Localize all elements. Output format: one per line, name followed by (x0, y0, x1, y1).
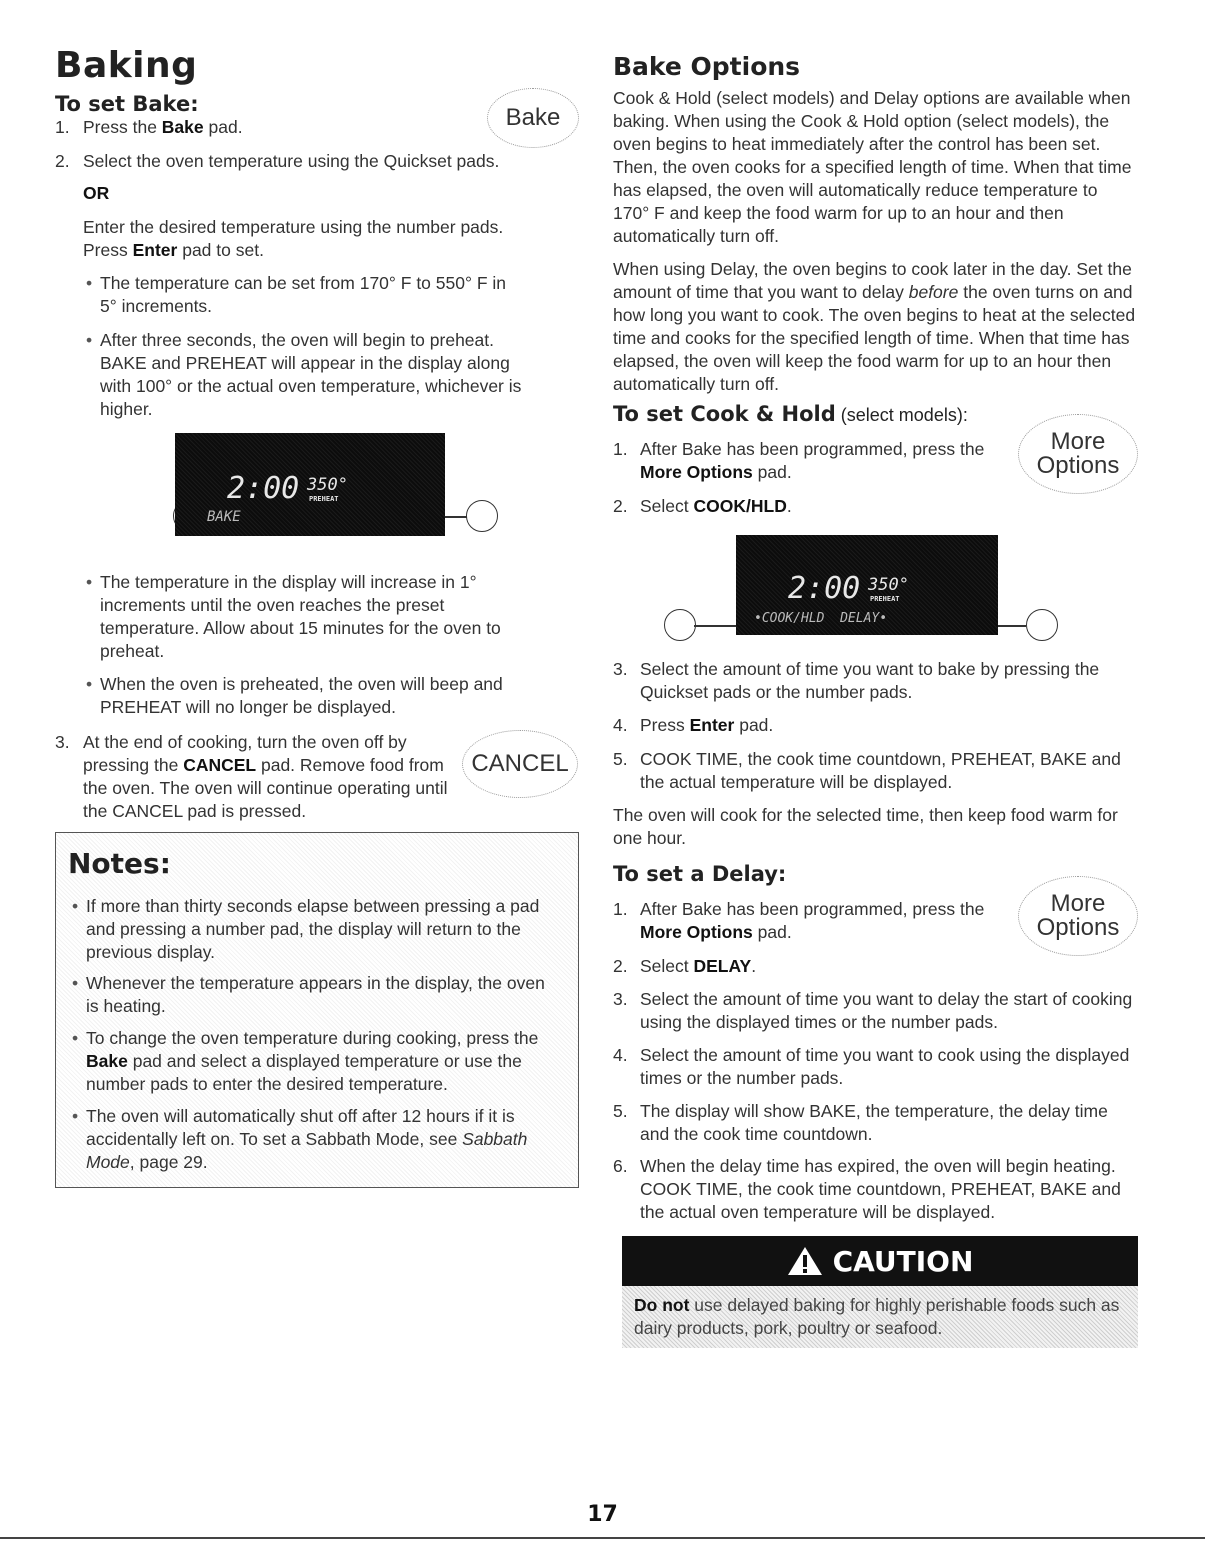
page-title: Baking (55, 45, 198, 86)
step-number: 5. (613, 1101, 628, 1121)
connector-line (998, 625, 1026, 627)
bullet-increase: • The temperature in the display will increase in 1° increments until the oven reaches the preset temperature. Allow about 15 minutes for the oven to preheat. (100, 571, 530, 663)
step-number: 3. (55, 732, 70, 752)
step-number: 3. (613, 989, 628, 1009)
bullet-preheat: • After three seconds, the oven will begin to preheat. BAKE and PREHEAT will appear in the display along with 100° or the actual oven temperature, whichever is higher. (100, 329, 540, 421)
d-step-1 (613, 898, 993, 944)
enter-pad-ref: Enter (689, 715, 735, 735)
display-temp: 350° (307, 475, 348, 495)
caution-message: use delayed baking for highly perishable foods such as dairy products, pork, poultry or seafood. (634, 1295, 1120, 1338)
delay-intro (613, 258, 1138, 396)
step-number: 1. (55, 117, 70, 137)
step-text-post: pad. (203, 117, 243, 137)
more-options-line-1: More (1050, 428, 1106, 455)
caution-header (622, 1236, 1138, 1286)
step-number: 5. (613, 749, 628, 769)
ch-step-2 (613, 495, 993, 518)
enter-post: pad to set. (177, 240, 264, 260)
step-text-pre: Press the (83, 117, 162, 137)
note-3-pre: To change the oven temperature during cooking, press the (86, 1028, 539, 1048)
d-step-5 (613, 1100, 1138, 1146)
note-3 (86, 1027, 561, 1096)
bake-options-intro: Cook & Hold (select models) and Delay options are available when baking. When using the Cook & Hold option (select models), the oven begins to heat immediately after the control has been set. Then, the oven cooks for a specified length of time. When that time has elapsed, the oven will automatically reduce temperature to 170° F and keep the food warm for up to an hour and then automatically turn off. (613, 88, 1132, 246)
step-text-post: pad. (752, 922, 792, 942)
display-preheat: PREHEAT (870, 595, 900, 603)
enter-line-1: Enter the desired temperature using the number pads. (83, 217, 504, 237)
step-text-post: pad. (734, 715, 774, 735)
note-3-bold: Bake (86, 1051, 128, 1071)
step-text-pre: At the end of cooking, turn the oven off by pressing the (83, 732, 407, 775)
more-options-ref: More Options (640, 922, 753, 942)
d-step-3 (613, 988, 1138, 1034)
ch-step-4 (613, 714, 1138, 737)
step-number: 2. (613, 496, 628, 516)
step-text-pre: Press (640, 715, 690, 735)
caution-text (634, 1294, 1124, 1340)
note-3-post: pad and select a displayed temperature or use the number pads to enter the desired temperature. (86, 1051, 522, 1094)
step-number: 6. (613, 1156, 628, 1176)
d-step-2 (613, 955, 993, 978)
delay-intro-post: the oven turns on and how long you want to cook. The oven begins to heat at the selected time and cooks for the specified length of time. When that time has elapsed, the oven will keep the food warm for up to an hour then automatically turn off. (613, 282, 1136, 394)
delay-intro-italic: before (908, 282, 959, 302)
knob-right (466, 500, 498, 532)
delay-intro-pre: When using Delay, the oven begins to cook later in the day. Set the amount of time that you want to delay (613, 259, 1132, 302)
knob-left (664, 609, 696, 641)
notes-box (55, 832, 579, 1188)
display-mode: BAKE (207, 509, 241, 525)
step-number: 1. (613, 899, 628, 919)
oven-display (175, 433, 445, 536)
display-temp: 350° (868, 575, 909, 595)
step-text-post: pad. Remove food from the oven. The oven will continue operating until the CANCEL pad is pressed. (83, 755, 448, 821)
cancel-pad-ref: CANCEL (183, 755, 257, 775)
note-2: • Whenever the temperature appears in the display, the oven is heating. (86, 972, 556, 1018)
note-4 (86, 1105, 566, 1174)
cook-hold-heading (613, 402, 968, 426)
step-number: 4. (613, 715, 628, 735)
step-text: Select the oven temperature using the Quickset pads. (83, 151, 500, 171)
note-1: • If more than thirty seconds elapse between pressing a pad and pressing a number pad, the display will return to the previous display. (86, 895, 556, 964)
step-text-pre: Select (640, 956, 694, 976)
step-text-post: . (751, 956, 757, 976)
display-mode: •COOK/HLD DELAY• (754, 611, 888, 626)
note-4-italic: Sabbath Mode (86, 1129, 528, 1172)
connector-line (445, 516, 467, 518)
step-text: Select the amount of time you want to delay the start of cooking using the displayed times or the number pads. (640, 989, 1133, 1032)
knob-right (1026, 609, 1058, 641)
enter-pre: Press (83, 240, 133, 260)
step-text-pre: After Bake has been programmed, press the (640, 439, 985, 459)
cook-hold-ref: COOK/HLD (693, 496, 787, 516)
more-options-line-1: More (1050, 890, 1106, 917)
warning-icon (787, 1246, 823, 1276)
more-options-ref: More Options (640, 462, 753, 482)
step-text: Select the amount of time you want to bake by pressing the Quickset pads or the number pads. (640, 659, 1100, 702)
oven-display (736, 535, 998, 635)
or-label: OR (83, 183, 110, 203)
ch-step-3 (613, 658, 1138, 704)
bottom-rule (0, 1537, 1205, 1539)
d-step-4 (613, 1044, 1138, 1090)
more-options-pad-illustration (1018, 414, 1138, 494)
step-number: 2. (613, 956, 628, 976)
caution-label: CAUTION (832, 1244, 974, 1278)
bullet-temperature-range: • The temperature can be set from 170° F to 550° F in 5° increments. (100, 272, 520, 318)
cancel-pad-illustration: CANCEL (462, 730, 578, 798)
step-text-pre: Select (640, 496, 694, 516)
step-text: When the delay time has expired, the oven will begin heating. COOK TIME, the cook time countdown, PREHEAT, BAKE and the actual oven temperature will be displayed. (640, 1156, 1121, 1222)
ch-step-1 (613, 438, 993, 484)
bake-options-title: Bake Options (613, 52, 801, 81)
connector-line (694, 625, 736, 627)
enter-pad-ref: Enter (132, 240, 178, 260)
display-time: 2:00 (227, 471, 300, 506)
step-text-post: pad. (752, 462, 792, 482)
step-number: 2. (55, 151, 70, 171)
enter-line-2 (83, 239, 563, 262)
step-text: The display will show BAKE, the temperature, the delay time and the cook time countdown. (640, 1101, 1108, 1144)
bullet-preheated: • When the oven is preheated, the oven will beep and PREHEAT will no longer be displayed. (100, 673, 540, 719)
step-text: Select the amount of time you want to cook using the displayed times or the number pads. (640, 1045, 1130, 1088)
step-text-post: . (786, 496, 792, 516)
bake-pad-illustration: Bake (487, 88, 579, 148)
cook-hold-heading-suffix: (select models): (835, 405, 968, 425)
more-options-pad-illustration (1018, 876, 1138, 956)
step-number: 4. (613, 1045, 628, 1065)
more-options-line-2: Options (1036, 914, 1120, 941)
step-text-pre: After Bake has been programmed, press the (640, 899, 985, 919)
note-4-pre: The oven will automatically shut off after 12 hours if it is accidentally left on. To set a Sabbath Mode, see (86, 1106, 515, 1149)
set-bake-heading: To set Bake: (55, 92, 199, 116)
display-preheat: PREHEAT (309, 495, 339, 503)
page-number: 17 (587, 1502, 618, 1527)
cook-hold-heading-main: To set Cook & Hold (613, 402, 836, 426)
delay-ref: DELAY (693, 956, 752, 976)
step-number: 3. (613, 659, 628, 679)
delay-heading: To set a Delay: (613, 862, 787, 886)
step-2 (55, 150, 555, 173)
note-4-post: , page 29. (129, 1152, 208, 1172)
ch-step-5 (613, 748, 1138, 794)
more-options-line-2: Options (1036, 452, 1120, 479)
bake-pad-ref: Bake (161, 117, 204, 137)
cook-hold-after: The oven will cook for the selected time, then keep food warm for one hour. (613, 805, 1118, 848)
caution-bold: Do not (634, 1295, 690, 1315)
step-1 (55, 116, 455, 139)
step-3 (55, 731, 455, 823)
notes-heading: Notes: (68, 847, 171, 880)
display-time: 2:00 (788, 571, 861, 606)
d-step-6 (613, 1155, 1138, 1224)
step-text: COOK TIME, the cook time countdown, PREHEAT, BAKE and the actual temperature will be displayed. (640, 749, 1121, 792)
caution-body (622, 1286, 1138, 1348)
step-number: 1. (613, 439, 628, 459)
